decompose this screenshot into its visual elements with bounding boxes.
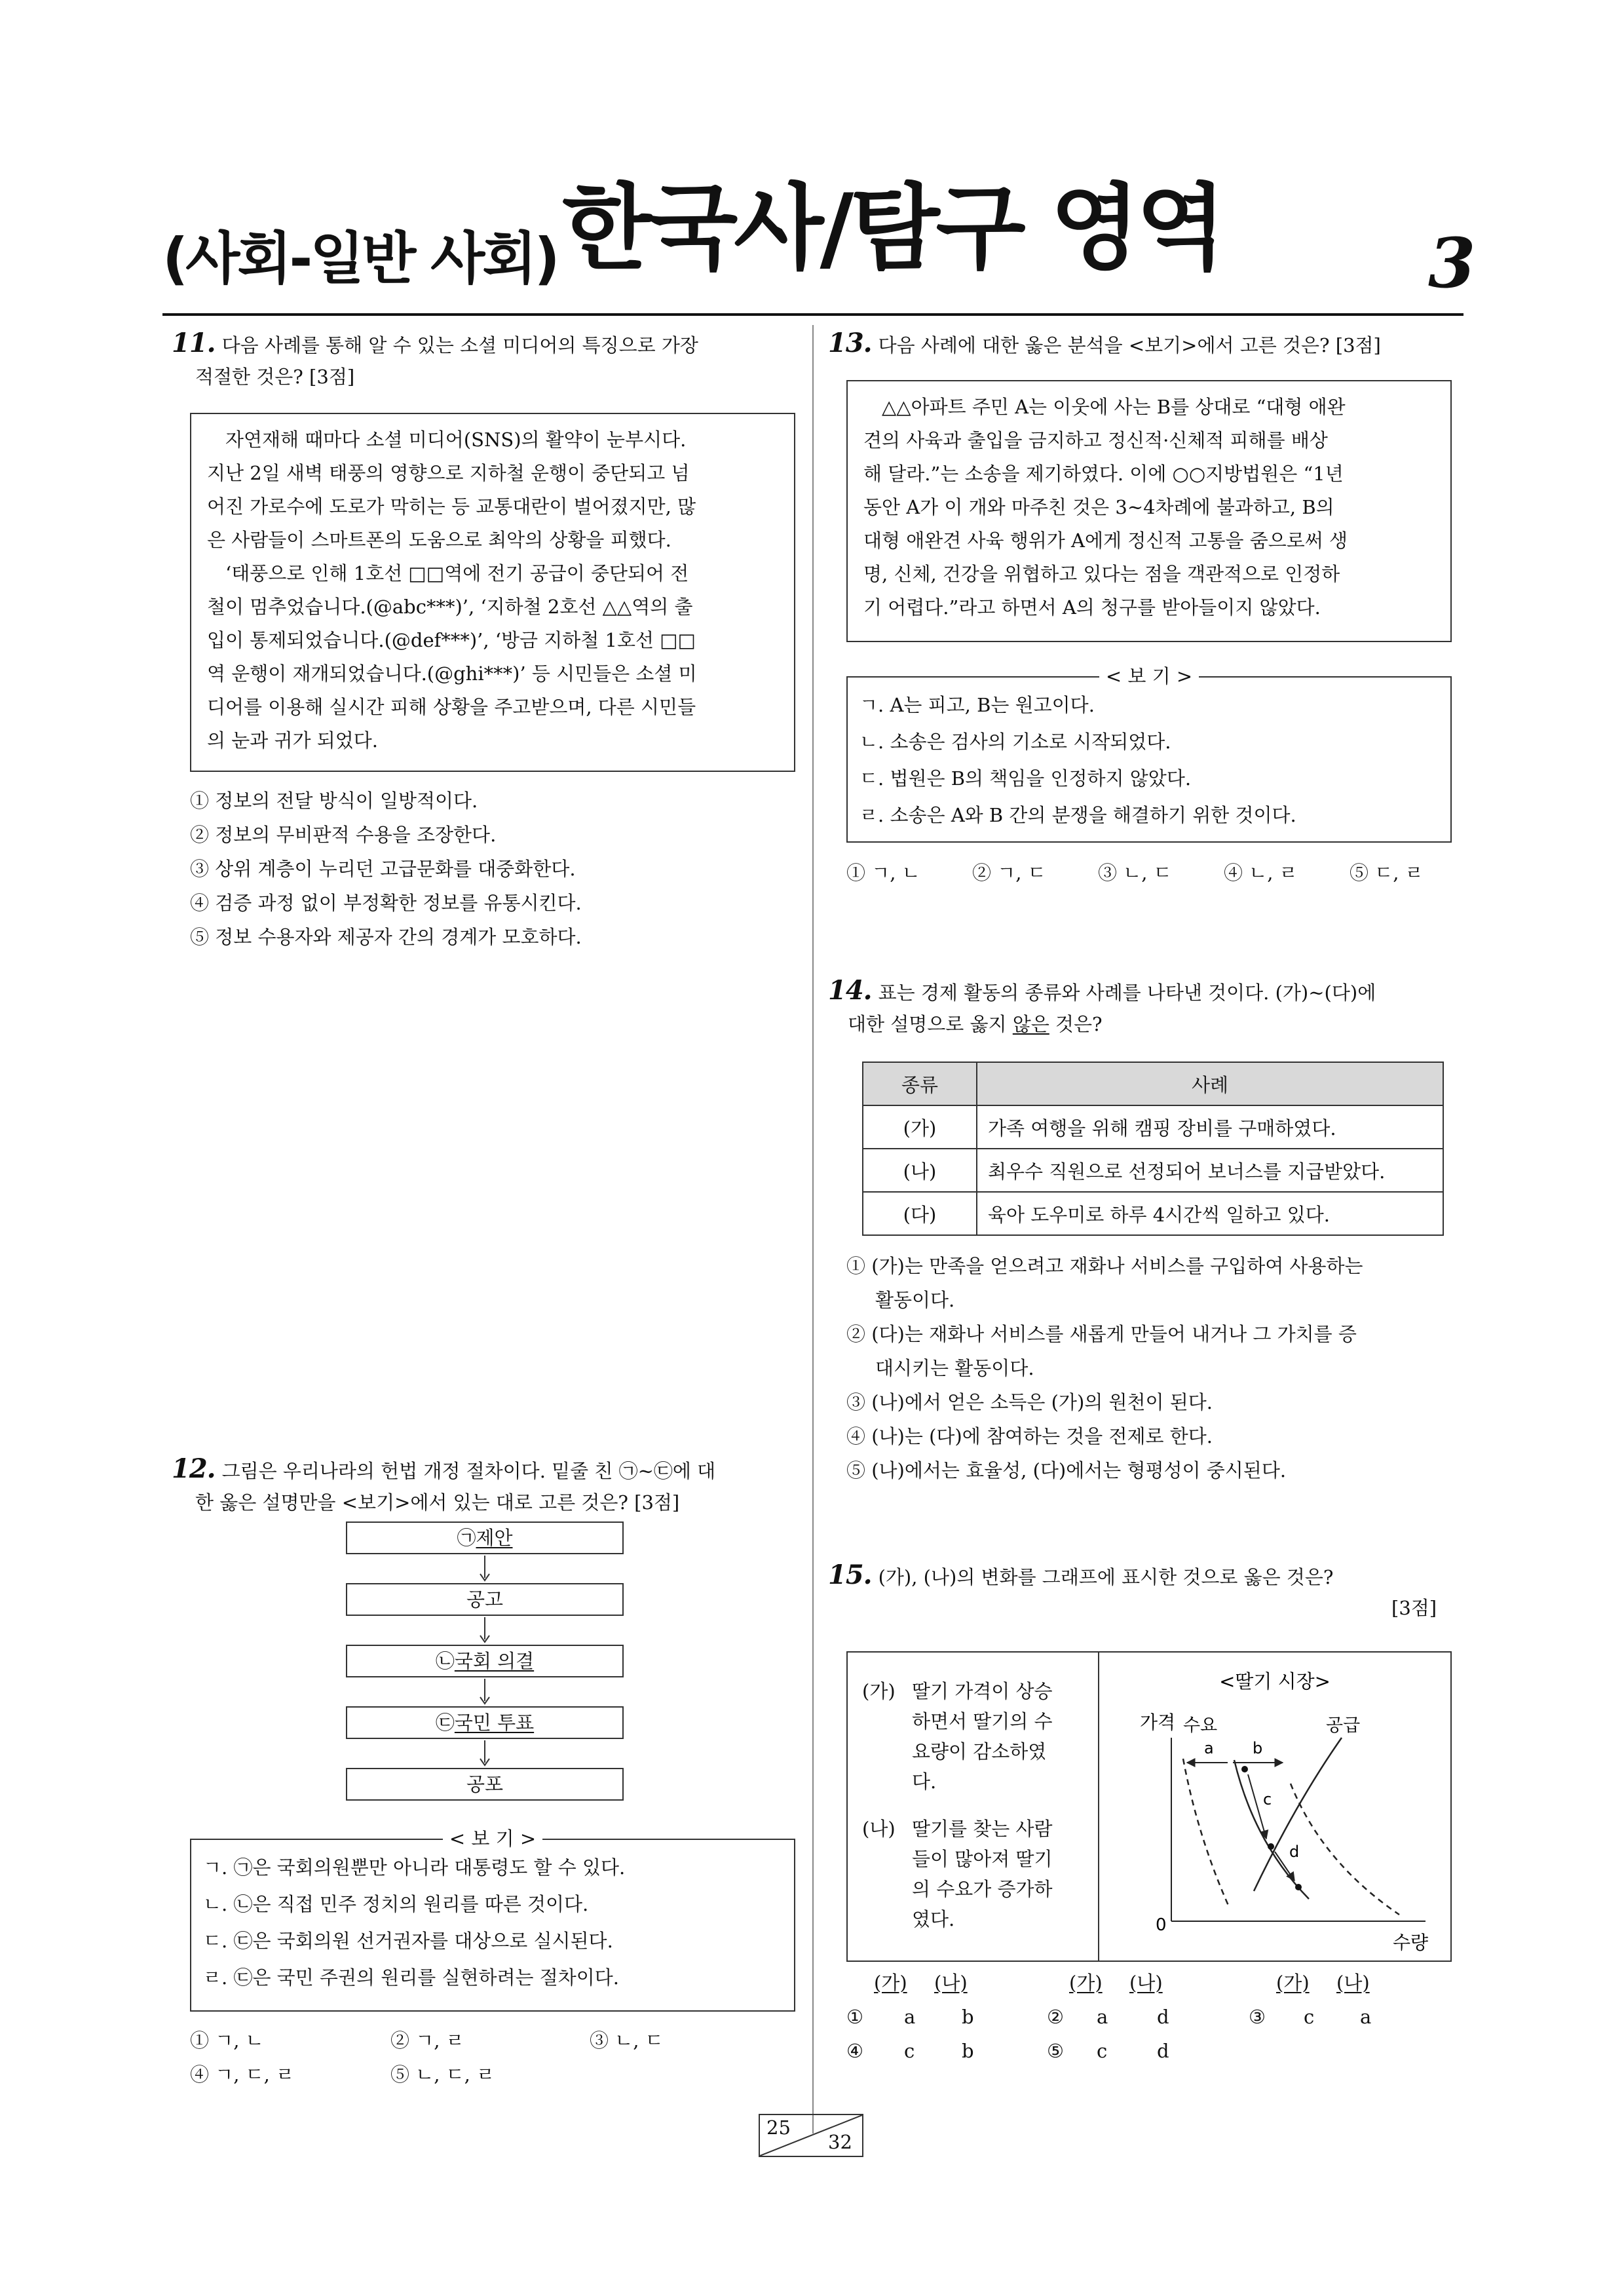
- page-indicator: [759, 2114, 863, 2157]
- option-line: ⑤ (나)에서는 효율성, (다)에서는 형평성이 중시된다.: [846, 1459, 1287, 1482]
- q15-number: 15.: [828, 1559, 872, 1590]
- table-header-cell: 종류: [863, 1062, 977, 1105]
- q15-option-5[interactable]: [1047, 2034, 1169, 2068]
- statement-line: 다.: [912, 1770, 937, 1793]
- option-number: ⑤: [1047, 2040, 1064, 2062]
- q11-passage-line: 어진 가로수에 도로가 막히는 등 교통대란이 벌어졌지만, 많: [207, 495, 696, 518]
- q13-option-3[interactable]: ③ ㄴ, ㄷ: [1098, 862, 1172, 884]
- q11-passage-line: 역 운행이 재개되었습니다.(@ghi***)’ 등 시민들은 소셜 미: [207, 662, 697, 685]
- table-row: [863, 1149, 1443, 1192]
- q14-option-5[interactable]: [846, 1453, 1462, 1487]
- q14-stem-line1: 표는 경제 활동의 종류와 사례를 나타낸 것이다. (가)~(다)에: [878, 982, 1376, 1004]
- q13-passage-line: △△아파트 주민 A는 이웃에 사는 B를 상대로 “대형 애완: [882, 396, 1346, 418]
- q12-option-5[interactable]: ⑤ ㄴ, ㄷ, ㄹ: [390, 2063, 495, 2086]
- q14-options: [846, 1249, 1462, 1487]
- q14-stem-emphasis: 않은: [1012, 1013, 1049, 1035]
- process-step-assembly-vote: [346, 1645, 624, 1677]
- statement-line: 딸기를 찾는 사람: [912, 1818, 1053, 1840]
- marker-d: d: [1289, 1843, 1300, 1861]
- statement-line: 였다.: [912, 1908, 955, 1930]
- q13-passage-line: 견의 사육과 출입을 금지하고 정신적·신체적 피해를 배상: [863, 429, 1328, 451]
- q11-passage-line: 디어를 이용해 실시간 피해 상황을 주고받으며, 다른 시민들: [207, 696, 696, 718]
- q12-option-1[interactable]: ① ㄱ, ㄴ: [190, 2029, 264, 2052]
- down-arrow-icon: [477, 1616, 493, 1645]
- q12-bogi-item: ㄴ. ㉡은 직접 민주 정치의 원리를 따른 것이다.: [203, 1893, 589, 1915]
- option-ga: a: [1097, 2006, 1108, 2028]
- q11-option-5[interactable]: ⑤ 정보 수용자와 제공자 간의 경계가 모호하다.: [190, 926, 582, 948]
- q12-bogi-item: ㄷ. ㉢은 국회의원 선거권자를 대상으로 실시된다.: [203, 1930, 613, 1952]
- header-rule: [162, 313, 1463, 316]
- statement-label: (나): [862, 1818, 896, 1840]
- table-cell: 육아 도우미로 하루 4시간씩 일하고 있다.: [977, 1192, 1443, 1235]
- column-divider: [812, 325, 814, 2133]
- option-number: ①: [846, 2006, 863, 2028]
- option-ga: c: [1097, 2040, 1108, 2062]
- point-equilibrium: [1268, 1843, 1274, 1850]
- statement-line: 하면서 딸기의 수: [912, 1710, 1053, 1732]
- option-number: ④: [846, 2040, 863, 2062]
- q11-passage-box: [190, 413, 795, 772]
- current-page: 25: [766, 2116, 791, 2139]
- q15-options-header-na: (나): [1129, 1972, 1163, 1994]
- statement-label: (가): [862, 1680, 896, 1702]
- q15-statement-na: [862, 1814, 1091, 1934]
- q14-stem: [828, 975, 1463, 1040]
- total-pages: 32: [828, 2131, 852, 2153]
- page-number: 3: [1428, 223, 1476, 303]
- q15-stem-text: (가), (나)의 변화를 그래프에 표시한 것으로 옳은 것은?: [878, 1566, 1334, 1588]
- q13-passage-line: 명, 신체, 건강을 위협하고 있다는 점을 객관적으로 인정하: [863, 563, 1340, 585]
- down-arrow-icon: [477, 1739, 493, 1768]
- q13-option-1[interactable]: ① ㄱ, ㄴ: [846, 862, 920, 884]
- statement-line: 의 수요가 증가하: [912, 1878, 1053, 1900]
- q13-option-4[interactable]: ④ ㄴ, ㄹ: [1224, 862, 1298, 884]
- q11-number: 11.: [172, 328, 216, 358]
- table-cell: (다): [863, 1192, 977, 1235]
- y-axis-label: 가격: [1140, 1712, 1176, 1733]
- q13-bogi-title: < 보 기 >: [1099, 665, 1199, 687]
- q12-bogi-title: < 보 기 >: [443, 1827, 542, 1850]
- market-graph: [1099, 1653, 1450, 1961]
- table-row: [863, 1105, 1443, 1149]
- marker-c: c: [1263, 1790, 1272, 1808]
- q13-passage-line: 대형 애완견 사육 행위가 A에게 정신적 고통을 줌으로써 생: [863, 529, 1348, 552]
- q15-statement-ga: [862, 1676, 1091, 1797]
- q11-option-1[interactable]: ① 정보의 전달 방식이 일방적이다.: [190, 790, 478, 812]
- q15-options-header-na: (나): [1336, 1972, 1370, 1994]
- process-step-mark: ㉢: [435, 1712, 455, 1734]
- q11-option-2[interactable]: ② 정보의 무비판적 수용을 조장한다.: [190, 824, 497, 846]
- q14-stem-line2-pre: 대한 설명으로 옳지: [848, 1013, 1013, 1035]
- q12-bogi-item: ㄱ. ㉠은 국회의원뿐만 아니라 대통령도 할 수 있다.: [203, 1856, 626, 1879]
- process-step-referendum: [346, 1706, 624, 1739]
- table-header-row: [863, 1062, 1443, 1105]
- table-cell: (나): [863, 1149, 977, 1192]
- table-row: [863, 1192, 1443, 1235]
- statement-line: 들이 많아져 딸기: [912, 1848, 1053, 1870]
- q15-options-header-na: (나): [934, 1972, 968, 1994]
- q14-option-2[interactable]: [846, 1317, 1462, 1385]
- graph-title: <딸기 시장>: [1219, 1670, 1331, 1693]
- process-step-mark: ㉠: [457, 1527, 476, 1549]
- q15-stem: [828, 1559, 1463, 1593]
- q15-options-header-ga: (가): [1276, 1972, 1310, 1994]
- option-line: 대시키는 활동이다.: [875, 1357, 1034, 1379]
- marker-b: b: [1253, 1739, 1263, 1757]
- down-arrow-icon: [477, 1677, 493, 1706]
- process-step-notice: [346, 1583, 624, 1616]
- q11-stem-line2: 적절한 것은? [3점]: [195, 366, 355, 388]
- process-step-label: 공포: [466, 1773, 504, 1795]
- q12-stem-line1: 그림은 우리나라의 헌법 개정 절차이다. 밑줄 친 ㉠~㉢에 대: [221, 1460, 716, 1482]
- q13-bogi-item: ㄷ. 법원은 B의 책임을 인정하지 않았다.: [859, 767, 1192, 790]
- q13-passage-line: 해 달라.”는 소송을 제기하였다. 이에 ○○지방법원은 “1년: [863, 463, 1344, 485]
- option-number: ②: [1047, 2006, 1064, 2028]
- q11-passage-line: 자연재해 때마다 소셜 미디어(SNS)의 활약이 눈부시다.: [225, 429, 687, 451]
- option-line: ③ (나)에서 얻은 소득은 (가)의 원천이 된다.: [846, 1391, 1213, 1413]
- x-axis-label: 수량: [1393, 1932, 1429, 1953]
- process-step-promulgation: [346, 1768, 624, 1801]
- q11-passage-line: ‘태풍으로 인해 1호선 □□역에 전기 공급이 중단되어 전: [225, 562, 689, 584]
- option-na: d: [1157, 2040, 1169, 2062]
- option-line: ④ (나)는 (다)에 참여하는 것을 전제로 한다.: [846, 1425, 1213, 1447]
- q13-passage-line: 동안 A가 이 개와 마주친 것은 3~4차례에 불과하고, B의: [863, 496, 1334, 518]
- q12-bogi-box: [190, 1827, 795, 2012]
- down-arrow-icon: [477, 1554, 493, 1583]
- option-na: a: [1360, 2006, 1372, 2028]
- point-upper: [1241, 1766, 1248, 1772]
- table-cell: 가족 여행을 위해 캠핑 장비를 구매하였다.: [977, 1105, 1443, 1149]
- q12-stem-line2: 한 옳은 설명만을 <보기>에서 있는 대로 고른 것은? [3점]: [195, 1491, 680, 1514]
- demand-curve-left: [1183, 1759, 1229, 1907]
- statement-line: 요량이 감소하였: [912, 1740, 1047, 1763]
- q12-option-3[interactable]: ③ ㄴ, ㄷ: [590, 2029, 664, 2052]
- option-ga: c: [1304, 2006, 1315, 2028]
- q13-number: 13.: [828, 328, 872, 358]
- q14-stem-line2-post: 것은?: [1049, 1013, 1103, 1035]
- point-lower: [1295, 1884, 1302, 1890]
- q13-stem: [828, 328, 1463, 361]
- statement-line: 딸기 가격이 상승: [912, 1680, 1053, 1702]
- q13-bogi-item: ㄴ. 소송은 검사의 기소로 시작되었다.: [859, 731, 1171, 753]
- q13-option-2[interactable]: ② ㄱ, ㄷ: [972, 862, 1046, 884]
- supply-curve: [1254, 1738, 1342, 1891]
- option-na: b: [962, 2040, 974, 2062]
- q15-option-3[interactable]: [1249, 2000, 1372, 2034]
- q11-passage-line: 입이 통제되었습니다.(@def***)’, ‘방금 지하철 1호선 □□: [207, 629, 696, 651]
- page-title: 한국사/탐구 영역: [562, 174, 1222, 282]
- option-ga: c: [904, 2040, 915, 2062]
- q15-box: [846, 1651, 1452, 1962]
- q14-option-4[interactable]: [846, 1419, 1462, 1453]
- q13-option-5[interactable]: ⑤ ㄷ, ㄹ: [1350, 862, 1424, 884]
- q12-bogi-item: ㄹ. ㉢은 국민 주권의 원리를 실현하려는 절차이다.: [203, 1966, 620, 1989]
- q15-option-1[interactable]: [846, 2000, 974, 2034]
- q12-number: 12.: [172, 1453, 216, 1484]
- option-na: b: [962, 2006, 974, 2028]
- option-ga: a: [904, 2006, 916, 2028]
- q11-option-3[interactable]: ③ 상위 계층이 누리던 고급문화를 대중화한다.: [190, 858, 576, 880]
- process-step-mark: ㉡: [435, 1650, 455, 1672]
- q12-stem: [172, 1453, 801, 1518]
- option-line: 활동이다.: [875, 1289, 955, 1311]
- table-header-cell: 사례: [977, 1062, 1443, 1105]
- q12-option-4[interactable]: ④ ㄱ, ㄷ, ㄹ: [190, 2063, 295, 2086]
- option-line: ① (가)는 만족을 얻으려고 재화나 서비스를 구입하여 사용하는: [846, 1255, 1363, 1277]
- q14-table: [862, 1062, 1444, 1236]
- marker-a: a: [1204, 1739, 1214, 1757]
- q13-bogi-box: [846, 665, 1452, 843]
- process-step-label: 제안: [476, 1527, 513, 1549]
- supply-label: 공급: [1326, 1715, 1361, 1736]
- q11-passage-line: 철이 멈추었습니다.(@abc***)’, ‘지하철 2호선 △△역의 출: [207, 596, 693, 618]
- process-step-label: 공고: [466, 1588, 504, 1611]
- q14-option-3[interactable]: [846, 1385, 1462, 1419]
- q11-options: [190, 784, 799, 954]
- q12-option-2[interactable]: ② ㄱ, ㄹ: [390, 2029, 464, 2052]
- q11-passage-line: 지난 2일 새벽 태풍의 영향으로 지하철 운행이 중단되고 넘: [207, 462, 690, 484]
- option-number: ③: [1249, 2006, 1266, 2028]
- table-cell: 최우수 직원으로 선정되어 보너스를 지급받았다.: [977, 1149, 1443, 1192]
- q13-bogi-item: ㄹ. 소송은 A와 B 간의 분쟁을 해결하기 위한 것이다.: [859, 804, 1296, 826]
- table-cell: (가): [863, 1105, 977, 1149]
- process-step-label: 국회 의결: [454, 1650, 535, 1672]
- demand-curve: [1234, 1760, 1309, 1899]
- option-na: d: [1157, 2006, 1169, 2028]
- q14-number: 14.: [828, 975, 872, 1006]
- q11-passage-line: 은 사람들이 스마트폰의 도움으로 최악의 상황을 피했다.: [207, 529, 671, 551]
- q15-option-2[interactable]: [1047, 2000, 1169, 2034]
- q11-option-4[interactable]: ④ 검증 과정 없이 부정확한 정보를 유통시킨다.: [190, 892, 582, 914]
- q15-option-4[interactable]: [846, 2034, 974, 2068]
- q15-points: [3점]: [1391, 1597, 1437, 1619]
- q13-stem-text: 다음 사례에 대한 옳은 분석을 <보기>에서 고른 것은? [3점]: [878, 334, 1381, 356]
- q13-passage-line: 기 어렵다.”라고 하면서 A의 청구를 받아들이지 않았다.: [863, 596, 1321, 619]
- q14-option-1[interactable]: [846, 1249, 1462, 1317]
- option-line: ② (다)는 재화나 서비스를 새롭게 만들어 내거나 그 가치를 증: [846, 1323, 1357, 1345]
- demand-curve-right: [1291, 1784, 1399, 1915]
- subject-label: (사회-일반 사회): [162, 226, 557, 292]
- q15-options-header-ga: (가): [1069, 1972, 1103, 1994]
- q11-passage-line: 의 눈과 귀가 되었다.: [207, 729, 378, 752]
- q13-bogi-item: ㄱ. A는 피고, B는 원고이다.: [859, 694, 1095, 716]
- process-step-label: 국민 투표: [454, 1712, 535, 1734]
- q15-options-header-ga: (가): [874, 1972, 907, 1994]
- q11-stem-line1: 다음 사례를 통해 알 수 있는 소셜 미디어의 특징으로 가장: [221, 334, 698, 356]
- q11-stem: [172, 328, 801, 392]
- process-step-proposal: [346, 1521, 624, 1554]
- demand-label: 수요: [1183, 1715, 1218, 1736]
- origin-label: 0: [1156, 1915, 1167, 1935]
- q13-passage-box: [846, 380, 1452, 642]
